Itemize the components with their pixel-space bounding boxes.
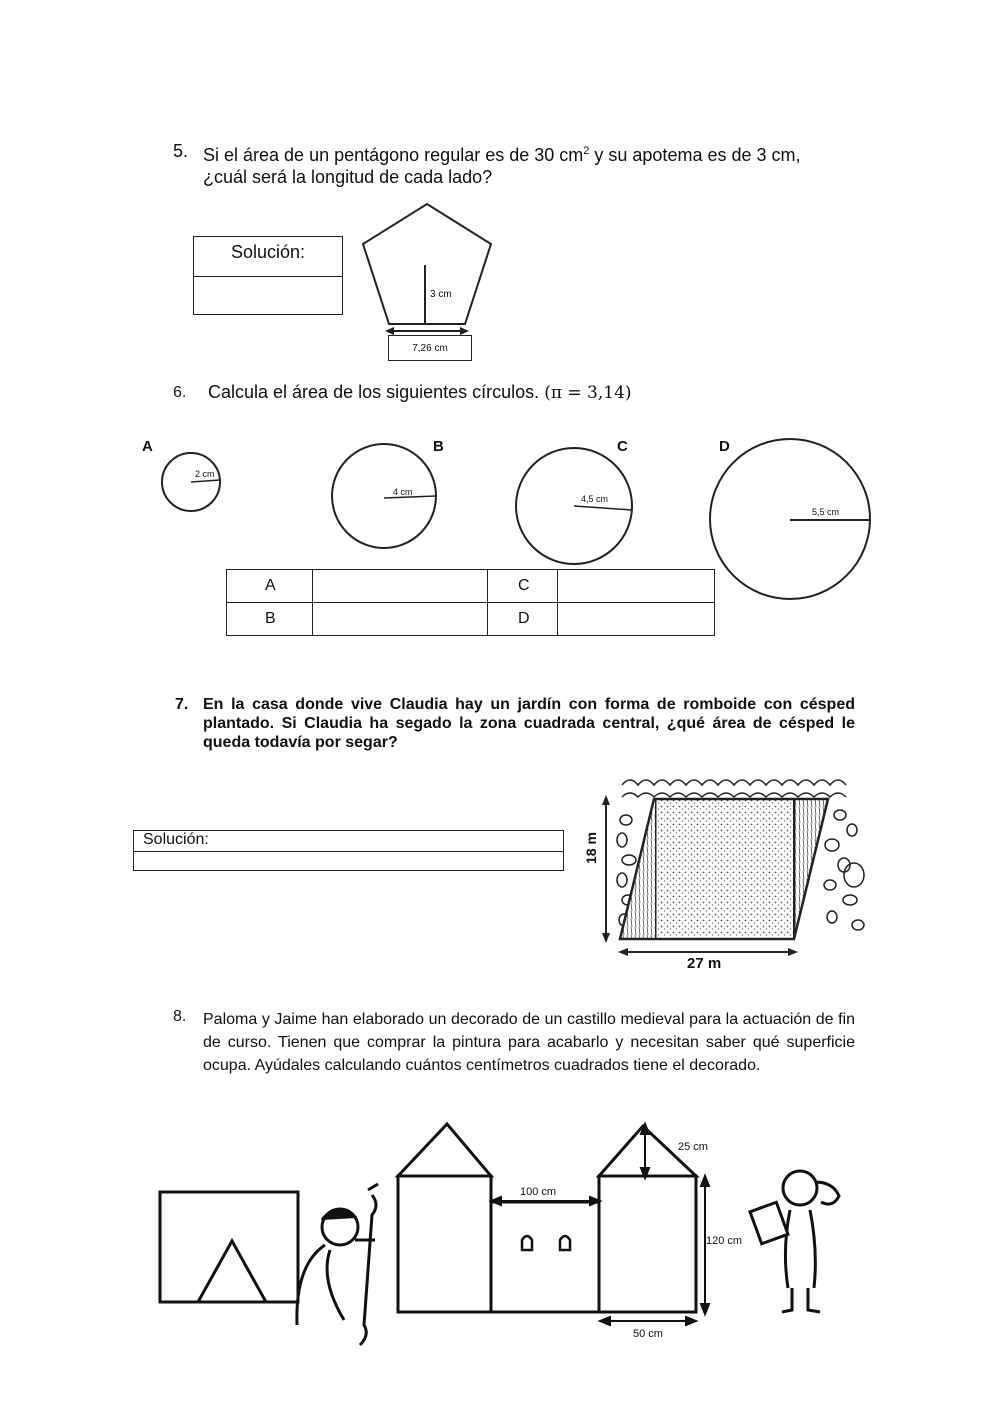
tower-width-label: 50 cm (633, 1328, 663, 1340)
roof-height-label: 25 cm (678, 1141, 708, 1153)
girl-figure (750, 1171, 839, 1312)
q6-text-main: Calcula el área de los siguientes círculos. (208, 382, 540, 402)
castle-figure (0, 1110, 1000, 1370)
central-wall (491, 1202, 599, 1312)
left-tower-roof (398, 1124, 491, 1176)
table-cell-a-label: A (227, 570, 313, 603)
table-cell-d-answer[interactable] (558, 603, 715, 636)
pentagon-shape (363, 204, 491, 324)
table-cell-d-label: D (488, 603, 558, 636)
q7-solution-label: Solución: (134, 831, 563, 852)
boy-figure (297, 1184, 378, 1345)
q5-text-part1: Si el área de un pentágono regular es de 30 cm (203, 145, 584, 165)
circle-a-radius (191, 480, 220, 482)
circle-b-letter: B (433, 438, 444, 455)
circle-a-letter: A (142, 438, 153, 455)
table-cell-a-answer[interactable] (313, 570, 488, 603)
q6-pi-note: (π = 3,14) (544, 383, 632, 403)
q5-solution-box (193, 236, 343, 315)
q8-number: 8. (173, 1008, 187, 1025)
q5-solution-label: Solución: (194, 237, 342, 277)
circle-c-letter: C (617, 438, 628, 455)
circle-a-label: 2 cm (195, 469, 215, 479)
side-label-box (388, 335, 472, 361)
left-tower (398, 1176, 491, 1312)
tower-height-label: 120 cm (706, 1235, 743, 1247)
q5-text (203, 140, 843, 188)
q8-text: Paloma y Jaime han elaborado un decorado de un castillo medieval para la actuación de fin de curso. Tienen que comprar la pintura para acabarlo y necesitan saber qué superficie ocupa. Ayúdales calculando cuántos centímetros cuadrados tiene el decorado. (203, 1011, 855, 1074)
q6-number: 6. (173, 384, 187, 401)
q7-solution-box (133, 830, 564, 871)
garden-figure (582, 775, 882, 975)
table-cell-c-label: C (488, 570, 558, 603)
q6-text (208, 381, 632, 404)
backdrop-triangle (198, 1241, 266, 1302)
table-cell-b-answer[interactable] (313, 603, 488, 636)
circle-b-label: 4 cm (393, 487, 413, 497)
q7-solution-answer[interactable] (134, 852, 563, 871)
q5-text-part2: y su apotema es de 3 cm, (589, 145, 801, 165)
q5-number: 5. (173, 141, 189, 161)
circle-c-label: 4,5 cm (581, 494, 609, 504)
apothem-label: 3 cm (430, 289, 452, 300)
wall-width-label: 100 cm (520, 1186, 557, 1198)
garden-base-label: 27 m (687, 955, 722, 972)
table-cell-b-label: B (227, 603, 313, 636)
side-arrow-head-right (460, 327, 469, 335)
q5-text-line2: ¿cuál será la longitud de cada lado? (203, 167, 493, 187)
q5-sup: 2 (583, 145, 590, 157)
circle-c-radius (574, 506, 632, 510)
table-row (227, 603, 715, 636)
side-arrow-head-left (385, 327, 394, 335)
side-label: 7,26 cm (412, 343, 448, 354)
table-row (227, 570, 715, 603)
q5-solution-answer[interactable] (194, 277, 342, 315)
q7-text: En la casa donde vive Claudia hay un jardín con forma de romboide con césped plantado. Si Claudia ha segado la zona cuadrada central, ¿qué área de césped le queda todavía por segar? (203, 696, 855, 751)
right-tower (599, 1176, 696, 1312)
table-cell-c-answer[interactable] (558, 570, 715, 603)
window-right (560, 1236, 570, 1250)
window-left (522, 1236, 532, 1250)
garden-height-label: 18 m (583, 832, 599, 864)
castle (398, 1124, 696, 1312)
circle-d-letter: D (719, 438, 730, 455)
circle-d-label: 5,5 cm (812, 507, 840, 517)
circles-answer-table (226, 569, 715, 636)
garden-square-mowed (656, 799, 794, 939)
q7-number: 7. (175, 696, 189, 713)
